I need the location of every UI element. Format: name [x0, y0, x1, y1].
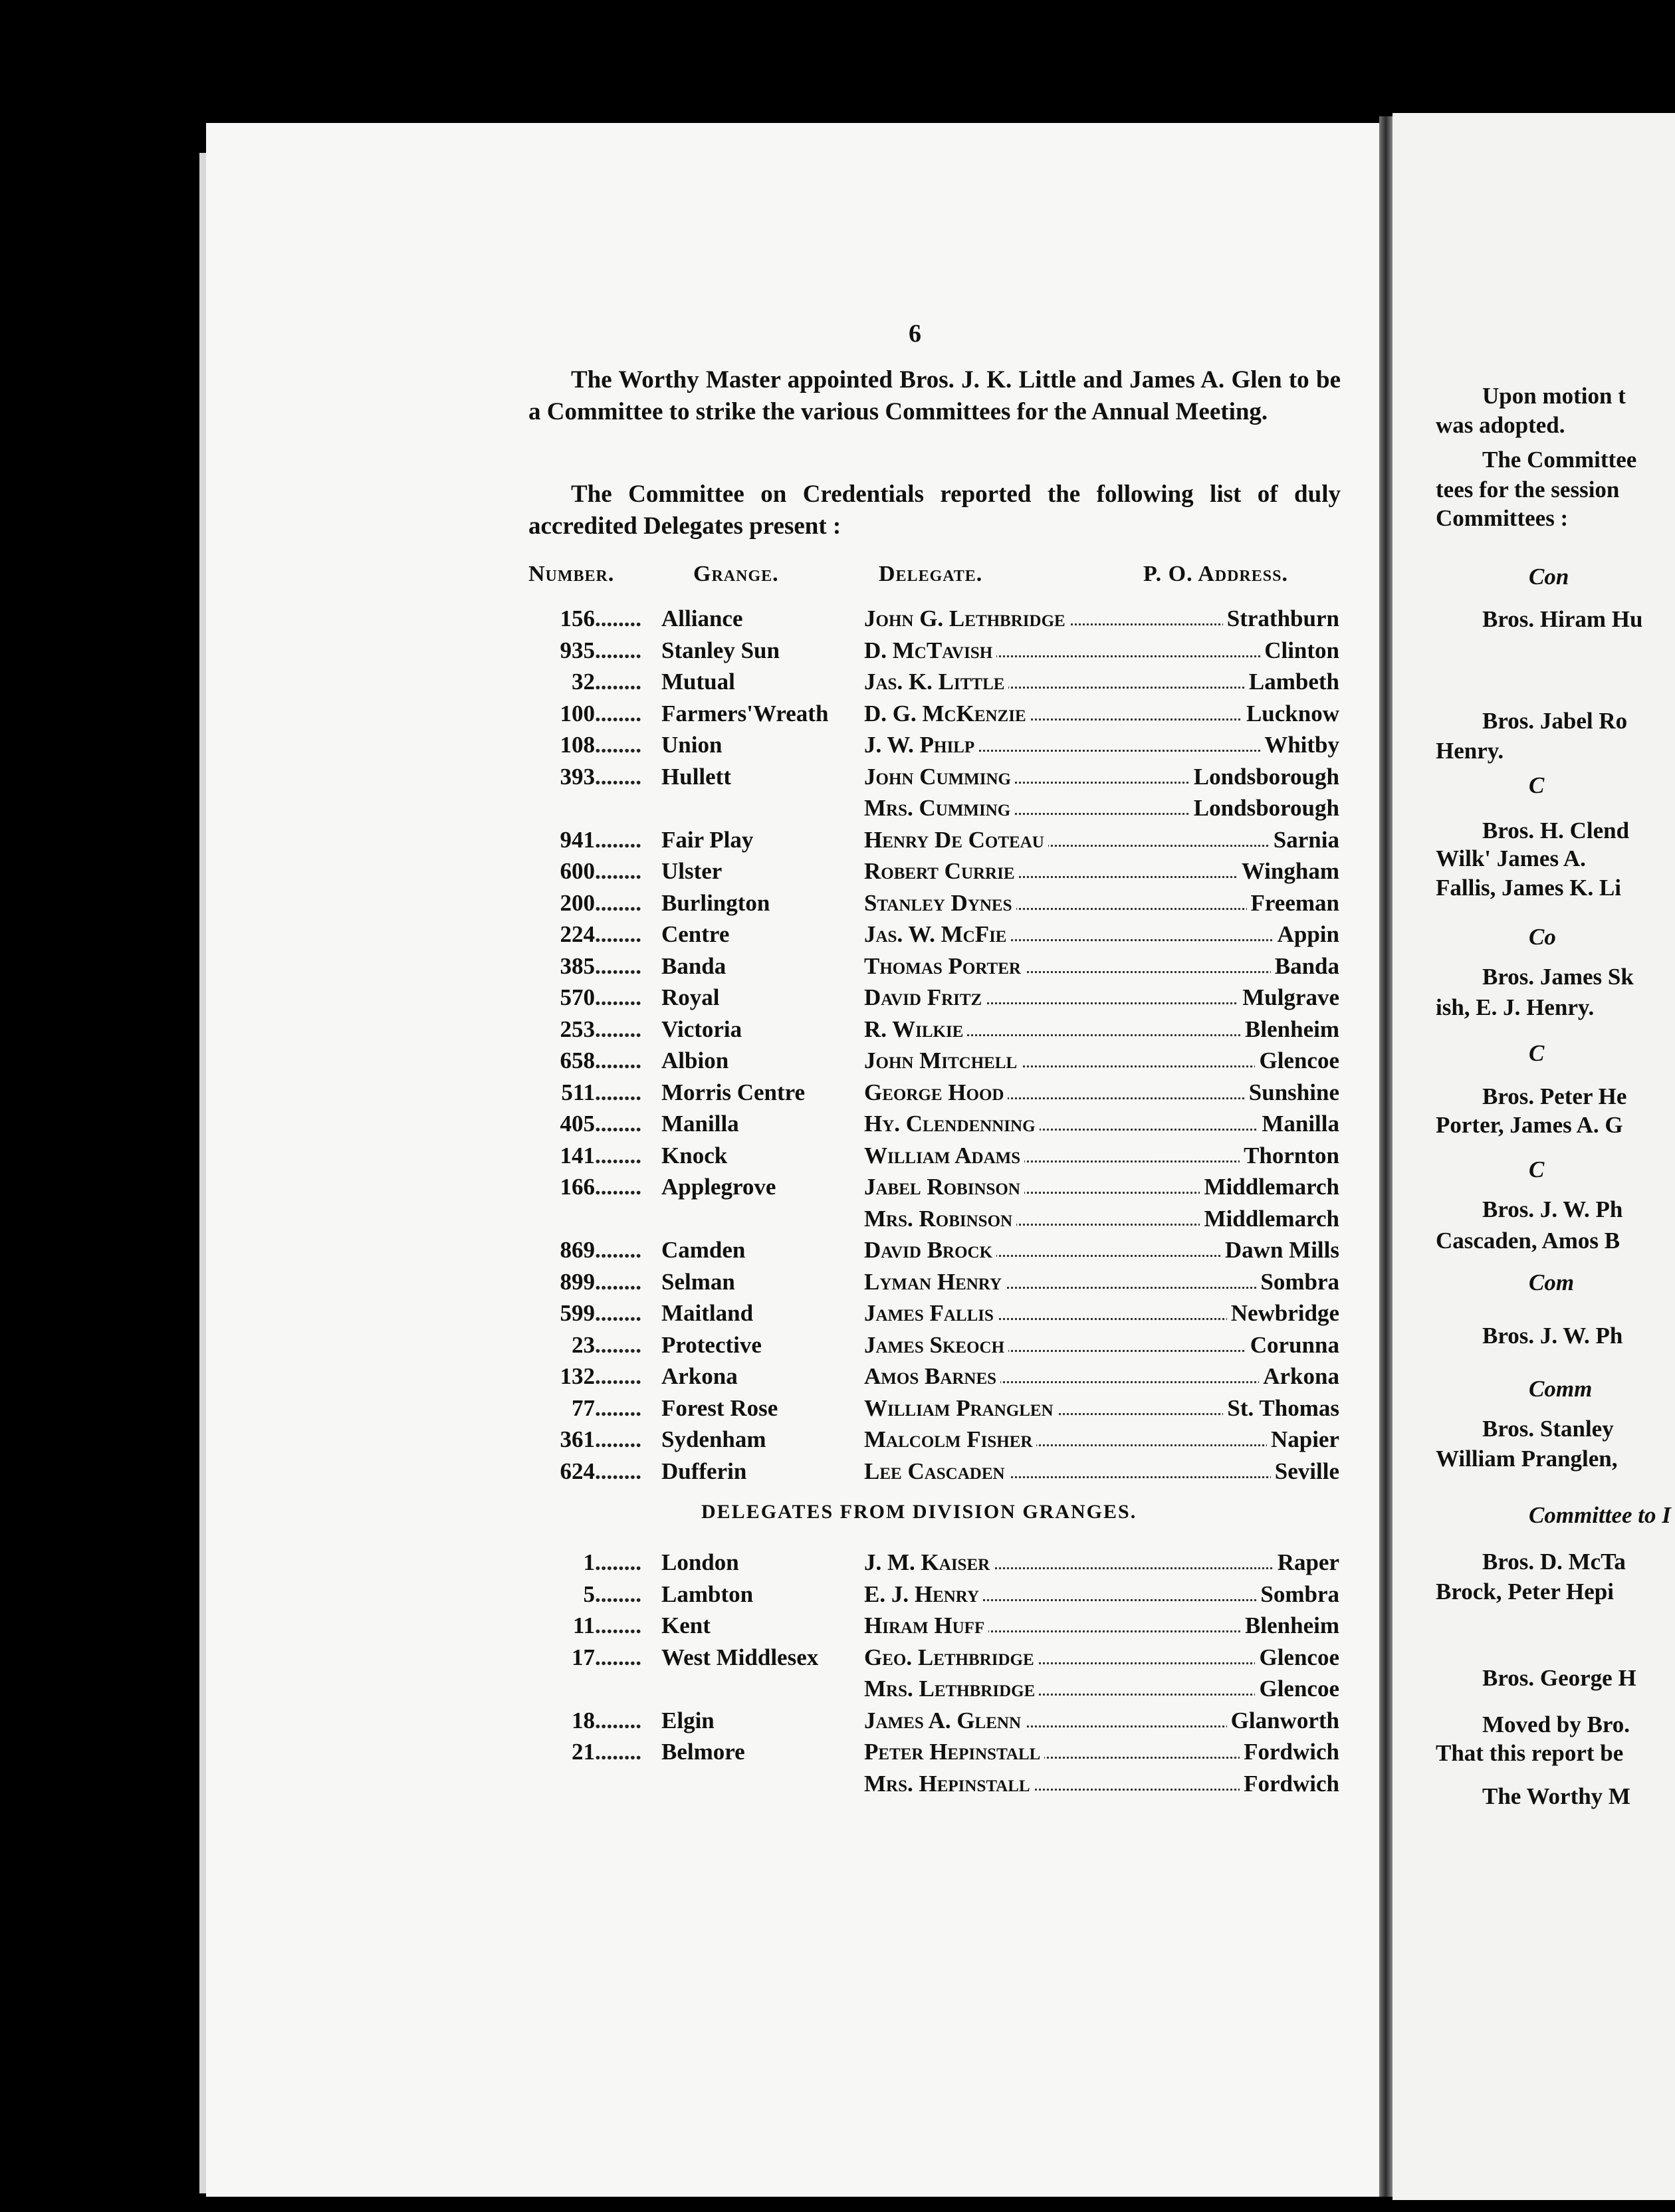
cell-number: 869 — [560, 1237, 595, 1263]
cell-grange: Applegrove — [661, 1174, 776, 1200]
cell-address: Clinton — [1260, 635, 1339, 666]
cell-address: Mulgrave — [1238, 982, 1339, 1013]
table-row — [528, 1579, 1339, 1610]
cell-number: 100 — [560, 700, 595, 726]
cell-grange: Maitland — [661, 1300, 754, 1326]
cell-address: Glencoe — [1255, 1046, 1339, 1076]
cell-delegate: Hiram Huff — [864, 1610, 988, 1641]
cell-address: Sarnia — [1270, 825, 1339, 855]
header-address: P. O. Address. — [1143, 562, 1288, 586]
table-row — [528, 1456, 1339, 1487]
cell-address: Lucknow — [1242, 699, 1339, 729]
dot-leader: ........ — [595, 1142, 641, 1168]
cell-grange: Camden — [661, 1237, 746, 1263]
dot-leader: ........ — [595, 1581, 641, 1607]
right-page-line: C — [1529, 1040, 1545, 1066]
cell-number: 361 — [560, 1426, 595, 1452]
right-page-line: Committee to I — [1529, 1502, 1671, 1528]
right-page-line: The Committee — [1482, 447, 1637, 473]
table-row — [528, 951, 1339, 982]
division-title: DELEGATES FROM DIVISION GRANGES. — [701, 1501, 1137, 1523]
cell-delegate: James Skeoch — [864, 1330, 1008, 1361]
dot-leader: ........ — [595, 1111, 641, 1137]
cell-address: Newbridge — [1227, 1298, 1339, 1329]
cell-address: Freeman — [1247, 888, 1339, 919]
dot-leader: ........ — [595, 1300, 641, 1326]
right-page-line: Bros. James Sk — [1482, 964, 1634, 990]
cell-delegate: Mrs. Lethbridge — [864, 1674, 1039, 1704]
right-page-line: Co — [1529, 924, 1556, 950]
dot-leader: ........ — [595, 606, 641, 631]
cell-number: 570 — [560, 984, 595, 1010]
dot-leader: ........ — [595, 1426, 641, 1452]
cell-address: Napier — [1267, 1424, 1339, 1455]
cell-grange: Royal — [661, 984, 720, 1010]
cell-address: Dawn Mills — [1221, 1235, 1339, 1266]
cell-delegate: Jas. W. McFie — [864, 919, 1011, 950]
right-page-line: Com — [1529, 1270, 1575, 1295]
table-row — [528, 1737, 1339, 1767]
header-number: Number. — [528, 562, 615, 586]
dot-leader: ........ — [595, 952, 641, 979]
cell-grange: Forest Rose — [661, 1394, 778, 1421]
cell-delegate: Robert Currie — [864, 856, 1019, 887]
cell-address: Blenheim — [1241, 1014, 1339, 1045]
table-row — [528, 635, 1339, 666]
cell-number: 108 — [560, 732, 595, 758]
table-row — [528, 1172, 1339, 1202]
credentials-paragraph — [528, 479, 1341, 542]
cell-address: Manilla — [1258, 1109, 1339, 1139]
page-number: 6 — [909, 320, 921, 348]
cell-grange: Belmore — [661, 1739, 745, 1765]
cell-number: 1 — [583, 1549, 595, 1575]
cell-number: 32 — [572, 669, 595, 695]
right-page-line: Bros. Jabel Ro — [1482, 708, 1628, 734]
cell-number: 393 — [560, 763, 595, 790]
right-page-line: Bros. J. W. Ph — [1482, 1323, 1623, 1349]
cell-number: 899 — [560, 1268, 595, 1295]
table-row — [528, 856, 1339, 887]
cell-delegate: Jabel Robinson — [864, 1172, 1024, 1202]
cell-delegate: Henry De Coteau — [864, 825, 1048, 855]
dot-leader: ........ — [595, 1549, 641, 1575]
dot-leader: ........ — [595, 826, 641, 853]
right-page-line: Bros. Hiram Hu — [1482, 606, 1643, 632]
cell-delegate: George Hood — [864, 1077, 1008, 1108]
cell-delegate: David Brock — [864, 1235, 996, 1266]
cell-number: 23 — [572, 1331, 595, 1358]
dot-leader: ........ — [595, 1174, 641, 1200]
cell-number: 132 — [560, 1363, 595, 1389]
cell-grange: Burlington — [661, 889, 770, 916]
cell-delegate: J. M. Kaiser — [864, 1547, 994, 1578]
table-row — [528, 919, 1339, 950]
table-row — [528, 888, 1339, 919]
cell-address: Glencoe — [1255, 1642, 1339, 1673]
right-page-line: Brock, Peter Hepi — [1436, 1579, 1614, 1604]
cell-delegate: John G. Lethbridge — [864, 604, 1069, 634]
cell-number: 253 — [560, 1016, 595, 1042]
table-row — [528, 1393, 1339, 1424]
table-row — [528, 730, 1339, 760]
table-row — [528, 762, 1339, 792]
cell-number: 600 — [560, 858, 595, 884]
header-delegate: Delegate. — [879, 562, 983, 586]
cell-address: Seville — [1271, 1456, 1339, 1487]
table-row — [528, 793, 1339, 824]
cell-delegate: James Fallis — [864, 1298, 998, 1329]
table-row — [528, 1330, 1339, 1361]
cell-address: Arkona — [1259, 1361, 1339, 1392]
cell-delegate: E. J. Henry — [864, 1579, 983, 1610]
cell-delegate: Stanley Dynes — [864, 888, 1016, 919]
right-page-line: That this report be — [1436, 1740, 1624, 1766]
cell-address: Banda — [1271, 951, 1339, 982]
right-page-line: ish, E. J. Henry. — [1436, 994, 1595, 1020]
cell-grange: Elgin — [661, 1707, 715, 1733]
dot-leader: ........ — [595, 1394, 641, 1421]
dot-leader: ........ — [595, 1644, 641, 1670]
cell-grange: Banda — [661, 952, 726, 979]
cell-number: 624 — [560, 1458, 595, 1484]
table-row — [528, 1298, 1339, 1329]
table-row — [528, 1014, 1339, 1045]
right-page-line: Bros. H. Clend — [1482, 818, 1630, 843]
table-row — [528, 1204, 1339, 1234]
cell-grange: Morris Centre — [661, 1079, 806, 1105]
intro-paragraph — [528, 364, 1341, 428]
dot-leader: ........ — [595, 637, 641, 663]
cell-number: 17 — [572, 1644, 595, 1670]
table-row — [528, 1424, 1339, 1455]
cell-grange: Ulster — [661, 858, 723, 884]
dot-leader: ........ — [595, 1268, 641, 1295]
table-row — [528, 982, 1339, 1013]
cell-address: Sunshine — [1245, 1077, 1339, 1108]
dot-leader: ........ — [595, 1331, 641, 1358]
right-page-line: Fallis, James K. Li — [1436, 875, 1622, 901]
cell-number: 658 — [560, 1048, 595, 1073]
cell-delegate: Peter Hepinstall — [864, 1737, 1044, 1767]
cell-grange: Stanley Sun — [661, 637, 780, 663]
dot-leader: ........ — [595, 1458, 641, 1484]
cell-grange: Manilla — [661, 1111, 739, 1137]
right-page-line: The Worthy M — [1482, 1783, 1630, 1809]
dot-leader: ........ — [595, 1363, 641, 1389]
cell-address: Glencoe — [1255, 1674, 1339, 1704]
right-page-line: C — [1529, 1157, 1545, 1182]
cell-address: Sombra — [1256, 1579, 1339, 1610]
cell-address: Middlemarch — [1200, 1204, 1339, 1234]
cell-delegate: Geo. Lethbridge — [864, 1642, 1038, 1673]
table-row — [528, 667, 1339, 697]
right-page-line: Henry. — [1436, 738, 1504, 764]
dot-leader: ........ — [595, 889, 641, 916]
cell-grange: Victoria — [661, 1016, 742, 1042]
table-row — [528, 1046, 1339, 1076]
right-page-line: Bros. J. W. Ph — [1482, 1196, 1623, 1222]
right-page-line: Bros. Peter He — [1482, 1083, 1627, 1109]
cell-number: 5 — [583, 1581, 595, 1607]
cell-number: 599 — [560, 1300, 595, 1326]
cell-number: 21 — [572, 1739, 595, 1765]
table-row — [528, 1769, 1339, 1799]
cell-address: Londsborough — [1190, 762, 1339, 792]
cell-address: Londsborough — [1190, 793, 1339, 824]
table-row — [528, 1141, 1339, 1171]
cell-address: Middlemarch — [1200, 1172, 1339, 1202]
cell-address: Corunna — [1246, 1330, 1339, 1361]
cell-grange: West Middlesex — [661, 1644, 819, 1670]
right-page-line: C — [1529, 772, 1545, 798]
dot-leader: ........ — [595, 984, 641, 1010]
cell-grange: London — [661, 1549, 739, 1575]
dot-leader: ........ — [595, 1612, 641, 1638]
right-page-line: Comm — [1529, 1376, 1593, 1402]
dot-leader: ........ — [595, 921, 641, 947]
right-page-line: Bros. George H — [1482, 1665, 1636, 1691]
cell-delegate: Mrs. Hepinstall — [864, 1769, 1034, 1799]
cell-delegate: William Pranglen — [864, 1393, 1058, 1424]
cell-address: Whitby — [1260, 730, 1339, 760]
cell-delegate: Lee Cascaden — [864, 1456, 1009, 1487]
table-row — [528, 1361, 1339, 1392]
cell-address: Raper — [1274, 1547, 1339, 1578]
table-row — [528, 604, 1339, 634]
cell-grange: Mutual — [661, 669, 735, 695]
right-page-line: Bros. Stanley — [1482, 1416, 1614, 1442]
table-row — [528, 1674, 1339, 1704]
dot-leader: ........ — [595, 763, 641, 790]
right-page-line: Upon motion t — [1482, 383, 1626, 409]
dot-leader: ........ — [595, 858, 641, 884]
cell-number: 511 — [561, 1079, 595, 1105]
cell-grange: Arkona — [661, 1363, 738, 1389]
cell-number: 156 — [560, 606, 595, 631]
cell-delegate: David Fritz — [864, 982, 986, 1013]
cell-delegate: Mrs. Cumming — [864, 793, 1014, 824]
cell-grange: Hullett — [661, 763, 731, 790]
cell-delegate: Mrs. Robinson — [864, 1204, 1016, 1234]
right-page-line: Bros. D. McTa — [1482, 1549, 1626, 1575]
dot-leader: ........ — [595, 1016, 641, 1042]
cell-number: 405 — [560, 1111, 595, 1137]
cell-number: 11 — [572, 1612, 595, 1638]
cell-grange: Selman — [661, 1268, 735, 1295]
cell-delegate: Hy. Clendenning — [864, 1109, 1040, 1139]
cell-grange: Fair Play — [661, 826, 754, 853]
right-page-line: Wilk' James A. — [1436, 845, 1586, 871]
cell-delegate: D. G. McKenzie — [864, 699, 1030, 729]
table-row — [528, 1267, 1339, 1297]
right-page-line: tees for the session — [1436, 477, 1620, 502]
cell-grange: Dufferin — [661, 1458, 747, 1484]
dot-leader: ........ — [595, 700, 641, 726]
cell-delegate: Thomas Porter — [864, 951, 1025, 982]
table-row — [528, 825, 1339, 855]
cell-grange: Albion — [661, 1048, 729, 1073]
right-page-line: Committees : — [1436, 505, 1569, 531]
cell-grange: Lambton — [661, 1581, 754, 1607]
intro-text: The Worthy Master appointed Bros. J. K. Little and James A. Glen to be a Committee to strike the various Committees for the Annual Meeting. — [528, 366, 1341, 425]
dot-leader: ........ — [595, 1739, 641, 1765]
dot-leader: ........ — [595, 669, 641, 695]
cell-address: St. Thomas — [1223, 1393, 1339, 1424]
cell-number: 141 — [560, 1142, 595, 1168]
cell-delegate: Jas. K. Little — [864, 667, 1008, 697]
cell-delegate: J. W. Philp — [864, 730, 978, 760]
cell-delegate: R. Wilkie — [864, 1014, 967, 1045]
table-row — [528, 1610, 1339, 1641]
cell-number: 77 — [572, 1394, 595, 1421]
cell-grange: Union — [661, 732, 723, 758]
cell-delegate: James A. Glenn — [864, 1706, 1025, 1736]
table-row — [528, 1706, 1339, 1736]
cell-number: 18 — [572, 1707, 595, 1733]
cell-grange: Protective — [661, 1331, 762, 1358]
cell-delegate: John Cumming — [864, 762, 1015, 792]
right-page-line: William Pranglen, — [1436, 1446, 1618, 1472]
cell-number: 166 — [560, 1174, 595, 1200]
cell-number: 941 — [560, 826, 595, 853]
dot-leader: ........ — [595, 1707, 641, 1733]
cell-grange: Knock — [661, 1142, 728, 1168]
cell-delegate: William Adams — [864, 1141, 1024, 1171]
cell-address: Glanworth — [1227, 1706, 1339, 1736]
dot-leader: ........ — [595, 1079, 641, 1105]
book-gutter — [1379, 116, 1393, 2197]
right-page-line: Con — [1529, 564, 1569, 590]
cell-number: 935 — [560, 637, 595, 663]
dot-leader: ........ — [595, 1237, 641, 1263]
cell-address: Strathburn — [1223, 604, 1339, 634]
cell-number: 200 — [560, 889, 595, 916]
cell-grange: Alliance — [661, 606, 743, 631]
cell-delegate: John Mitchell — [864, 1046, 1021, 1076]
cell-delegate: Malcolm Fisher — [864, 1424, 1036, 1455]
cell-address: Appin — [1274, 919, 1339, 950]
cell-grange: Kent — [661, 1612, 711, 1638]
cell-address: Sombra — [1256, 1267, 1339, 1297]
header-grange: Grange. — [693, 562, 779, 586]
table-row — [528, 1077, 1339, 1108]
cell-address: Wingham — [1238, 856, 1339, 887]
right-page-line: Porter, James A. G — [1436, 1112, 1623, 1138]
cell-grange: Sydenham — [661, 1426, 766, 1452]
cell-address: Blenheim — [1241, 1610, 1339, 1641]
table-row — [528, 699, 1339, 729]
table-row — [528, 1642, 1339, 1673]
cell-number: 224 — [560, 921, 595, 947]
cell-delegate: Lyman Henry — [864, 1267, 1006, 1297]
right-page-line: Cascaden, Amos B — [1436, 1228, 1620, 1254]
table-row — [528, 1109, 1339, 1139]
table-row — [528, 1235, 1339, 1266]
dot-leader: ........ — [595, 732, 641, 758]
cell-address: Fordwich — [1240, 1769, 1339, 1799]
cell-address: Lambeth — [1245, 667, 1339, 697]
table-row — [528, 1547, 1339, 1578]
cell-grange: Centre — [661, 921, 730, 947]
cell-delegate: Amos Barnes — [864, 1361, 1000, 1392]
cell-delegate: D. McTavish — [864, 635, 996, 666]
credentials-text: The Committee on Credentials reported the following list of duly accredited Delegates present : — [528, 481, 1341, 540]
right-page-line: Moved by Bro. — [1482, 1712, 1630, 1737]
cell-address: Thornton — [1240, 1141, 1339, 1171]
right-page-line: was adopted. — [1436, 412, 1565, 438]
cell-address: Fordwich — [1240, 1737, 1339, 1767]
dot-leader: ........ — [595, 1048, 641, 1073]
cell-grange: Farmers'Wreath — [661, 700, 829, 726]
cell-number: 385 — [560, 952, 595, 979]
